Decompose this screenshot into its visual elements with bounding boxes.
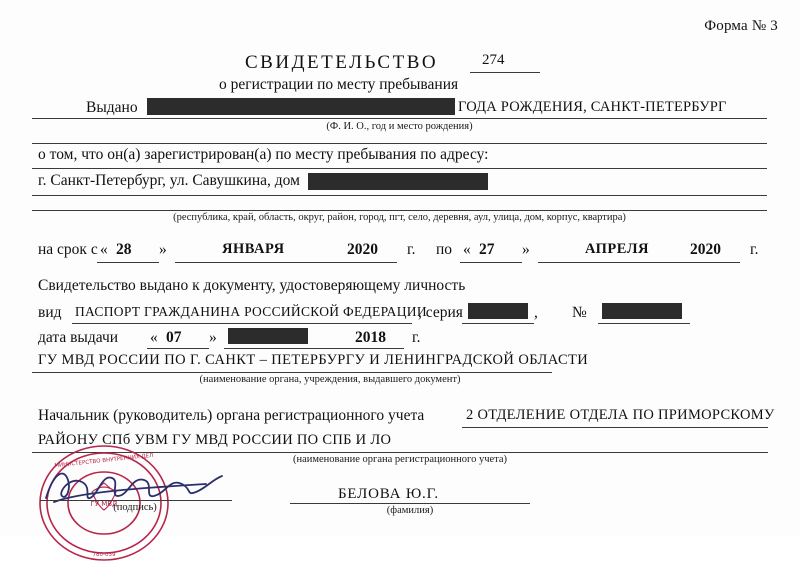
head-label: Начальник (руководитель) органа регистрационного учета	[38, 407, 425, 424]
issued-to-caption: (Ф. И. О., год и место рождения)	[326, 121, 473, 132]
registration-intro-rule	[32, 168, 767, 169]
head-value-line1: 2 ОТДЕЛЕНИЕ ОТДЕЛА ПО ПРИМОРСКОМУ	[466, 407, 775, 423]
term-from-day: 28	[116, 241, 132, 258]
registration-intro: о том, что он(а) зарегистрирован(а) по месту пребывания по адресу:	[38, 146, 489, 163]
issuing-authority: ГУ МВД РОССИИ ПО Г. САНКТ – ПЕТЕРБУРГУ И ЛЕНИНГРАДСКОЙ ОБЛАСТИ	[38, 352, 589, 368]
issued-to-suffix: ГОДА РОЖДЕНИЯ, САНКТ-ПЕТЕРБУРГ	[458, 99, 727, 115]
term-to-year-suffix: г.	[750, 241, 759, 258]
address-redaction	[308, 173, 488, 190]
page-title: СВИДЕТЕЛЬСТВО	[245, 52, 439, 73]
term-to-quote-close: »	[522, 241, 530, 258]
identity-series-comma: ,	[534, 304, 538, 321]
issue-date-quote-open: «	[150, 329, 158, 346]
issue-month-rule	[224, 348, 404, 349]
issue-date-quote-close: »	[209, 329, 217, 346]
identity-document-intro: Свидетельство выдано к документу, удостоверяющему личность	[38, 277, 466, 294]
term-prefix: на срок с	[38, 241, 98, 258]
form-number: Форма № 3	[704, 18, 778, 34]
signer-surname: БЕЛОВА Ю.Г.	[338, 486, 439, 502]
issuing-authority-caption: (наименование органа, учреждения, выдавшего документ)	[199, 374, 461, 385]
certificate-number: 274	[482, 52, 505, 68]
term-from-quote-close: »	[159, 241, 167, 258]
issued-to-label: Выдано	[86, 99, 138, 116]
term-to-day: 27	[479, 241, 495, 258]
head-value-line2: РАЙОНУ СПб УВМ ГУ МВД РОССИИ ПО СПБ И ЛО	[38, 432, 392, 448]
term-from-month: ЯНВАРЯ	[222, 241, 285, 257]
svg-text:ГУ МВД: ГУ МВД	[90, 500, 118, 508]
identity-issue-date-label: дата выдачи	[38, 329, 119, 346]
term-to-month: АПРЕЛЯ	[585, 241, 650, 257]
issued-to-rule	[32, 118, 767, 119]
identity-issue-year-suffix: г.	[412, 329, 421, 346]
registration-address: г. Санкт-Петербург, ул. Савушкина, дом	[38, 172, 300, 189]
term-from-day-rule	[97, 262, 159, 263]
signature-rule	[40, 500, 232, 501]
address-rule	[32, 195, 767, 196]
svg-text:780-039: 780-039	[92, 552, 116, 558]
term-from-month-rule	[175, 262, 397, 263]
blank-rule-2	[32, 210, 767, 211]
issued-to-redaction	[147, 98, 455, 115]
term-from-quote-open: «	[100, 241, 108, 258]
identity-type-label: вид	[38, 304, 62, 321]
identity-series-label: , серия	[418, 304, 463, 321]
identity-issue-month-redaction	[228, 328, 308, 344]
surname-caption: (фамилия)	[386, 505, 434, 516]
page-subtitle: о регистрации по месту пребывания	[219, 76, 459, 93]
surname-rule	[290, 503, 530, 504]
address-caption: (республика, край, область, округ, район, город, пгт, село, деревня, аул, улица, дом, корпус, квартира)	[173, 212, 626, 223]
term-to-label: по	[436, 241, 453, 258]
term-to-year: 2020	[690, 241, 721, 258]
term-to-month-rule	[538, 262, 740, 263]
term-from-year: 2020	[347, 241, 378, 258]
issuing-authority-rule	[32, 372, 552, 373]
certificate-number-rule	[470, 72, 540, 73]
signature-caption: (подпись)	[113, 502, 157, 513]
term-to-day-rule	[460, 262, 522, 263]
identity-issue-year: 2018	[355, 329, 386, 346]
term-from-year-suffix: г.	[407, 241, 416, 258]
head-caption: (наименование органа регистрационного учета)	[292, 454, 508, 465]
identity-number-rule	[598, 323, 690, 324]
term-to-quote-open: «	[463, 241, 471, 258]
identity-series-redaction	[468, 303, 528, 319]
head-rule-1	[462, 427, 768, 428]
identity-issue-day: 07	[166, 329, 182, 346]
identity-number-label: №	[572, 304, 587, 321]
identity-series-rule	[462, 323, 534, 324]
identity-type-rule	[72, 323, 412, 324]
identity-number-redaction	[602, 303, 682, 319]
blank-rule-1	[32, 143, 767, 144]
issue-day-rule	[147, 348, 209, 349]
svg-text:МИНИСТЕРСТВО ВНУТРЕННИХ ДЕЛ: МИНИСТЕРСТВО ВНУТРЕННИХ ДЕЛ	[54, 452, 154, 470]
identity-type-value: ПАСПОРТ ГРАЖДАНИНА РОССИЙСКОЙ ФЕДЕРАЦИИ	[75, 304, 427, 319]
